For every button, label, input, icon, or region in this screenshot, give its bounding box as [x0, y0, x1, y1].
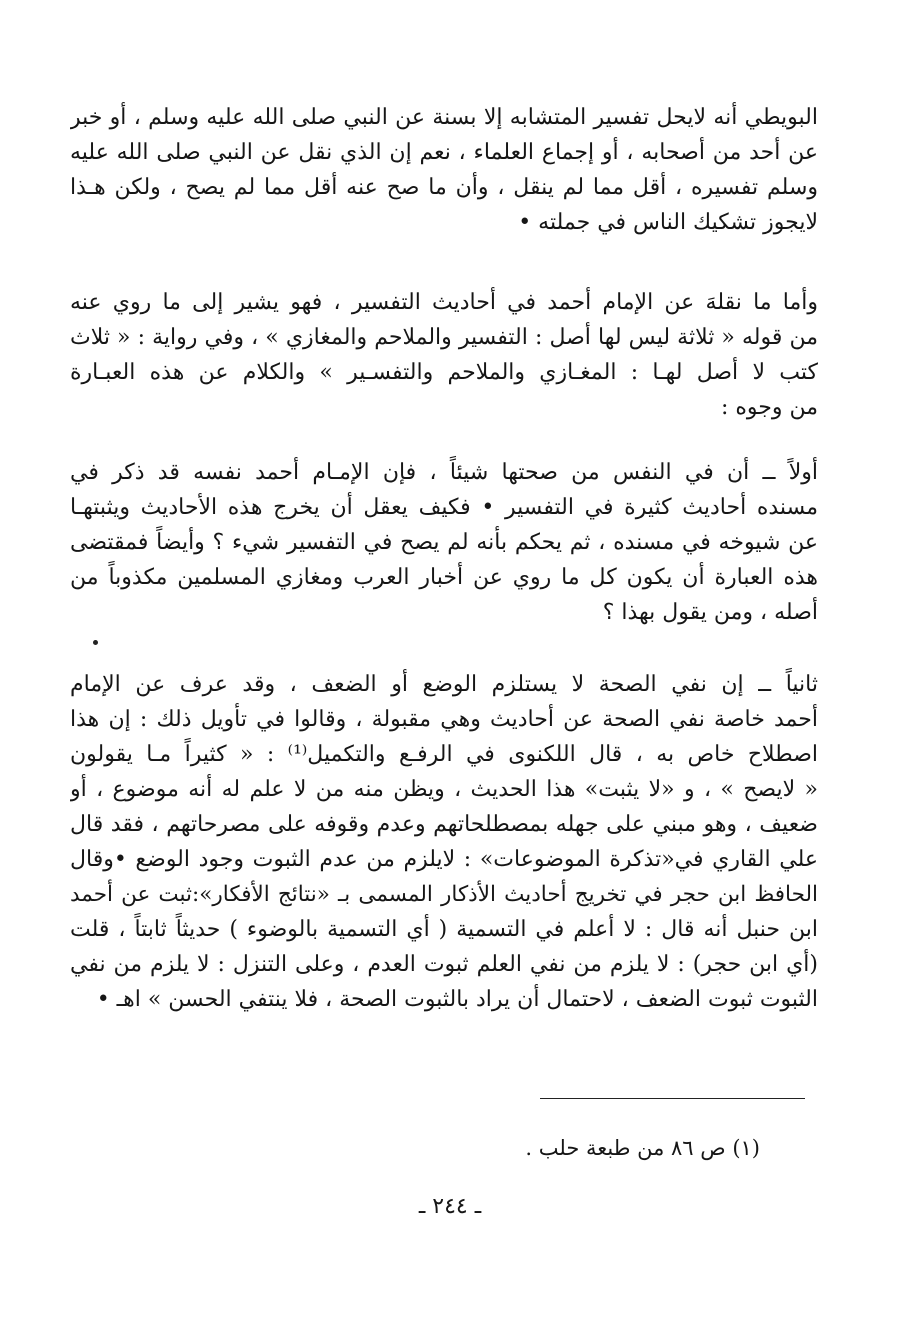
text-line: ابن حنبل أنه قال : لا أعلم في التسمية ( أي التسمية بالوضوء ) حديثاً ثابتاً ، قلت	[70, 917, 818, 942]
text-line: مسنده أحاديث كثيرة في التفسير • فكيف يعقل أن يخرج هذه الأحاديث ويثبتهـا	[70, 495, 818, 520]
text-line: وسلم تفسيره ، أقل مما لم ينقل ، وأن ما صح عنه أقل مما لم يصح ، ولكن هـذا	[70, 175, 818, 200]
text-line: (أي ابن حجر) : لا يلزم من نفي العلم ثبوت العدم ، وعلى التنزل : لا يلزم من نفي	[70, 952, 818, 977]
text-line: وأما ما نقلهَ عن الإمام أحمد في أحاديث التفسير ، فهو يشير إلى ما روي عنه	[70, 290, 818, 315]
paragraph-2	[70, 285, 818, 425]
text-line: اصطلاح خاص به ، قال اللكنوى في الرفـع والتكميل⁽¹⁾ : « كثيراً مـا يقولون	[70, 742, 818, 767]
text-line: أصله ، ومن يقول بهذا ؟	[602, 600, 818, 625]
text-line: الحافظ ابن حجر في تخريج أحاديث الأذكار المسمى بـ «نتائج الأفكار»:ثبت عن أحمد	[70, 882, 818, 907]
paragraph-4	[70, 667, 818, 1017]
text-line: عن أحد من أصحابه ، أو إجماع العلماء ، نعم إن الذي نقل عن النبي صلى الله عليه	[70, 140, 818, 165]
text-line: من وجوه :	[720, 395, 818, 420]
stray-dot	[93, 640, 98, 645]
text-line: لايجوز تشكيك الناس في جملته •	[518, 210, 818, 235]
paragraph-3	[70, 455, 818, 630]
text-line: هذه العبارة أن يكون كل ما روي عن أخبار العرب ومغازي المسلمين مكذوباً من	[70, 565, 818, 590]
text-line: الثبوت ثبوت الضعف ، لاحتمال أن يراد بالثبوت الصحة ، فلا ينتفي الحسن » اهـ •	[96, 987, 818, 1012]
text-line: ثانياً ــ إن نفي الصحة لا يستلزم الوضع أو الضعف ، وقد عرف عن الإمام	[70, 672, 818, 697]
text-line: أولاً ــ أن في النفس من صحتها شيئاً ، فإن الإمـام أحمد نفسه قد ذكر في	[70, 460, 818, 485]
text-line: كتب لا أصل لهـا : المغـازي والملاحم والتفسـير » والكلام عن هذه العبـارة	[70, 360, 818, 385]
text-line: « لايصح » ، و «لا يثبت» هذا الحديث ، ويظن منه من لا علم له أنه موضوع ، أو	[70, 777, 818, 802]
text-line: عن شيوخه في مسنده ، ثم يحكم بأنه لم يصح في التفسير شيء ؟ وأيضاً فمقتضى	[70, 530, 818, 555]
text-line: أحمد خاصة نفي الصحة عن أحاديث وهي مقبولة ، وقالوا في تأويل ذلك : إن هذا	[70, 707, 818, 732]
text-line: ضعيف ، وهو مبني على جهله بمصطلحاتهم وعدم وقوفه على مصرحاتهم ، فقد قال	[70, 812, 818, 837]
footnote: (١) ص ٨٦ من طبعة حلب .	[525, 1136, 760, 1160]
text-line: علي القاري في«تذكرة الموضوعات» : لايلزم من عدم الثبوت وجود الوضع •وقال	[70, 847, 818, 872]
text-line: البويطي أنه لايحل تفسير المتشابه إلا بسنة عن النبي صلى الله عليه وسلم ، أو خبر	[70, 105, 818, 130]
page-number: ـ ٢٤٤ ـ	[418, 1194, 482, 1219]
text-line: من قوله « ثلاثة ليس لها أصل : التفسير والملاحم والمغازي » ، وفي رواية : « ثلاث	[70, 325, 818, 350]
footnote-divider	[540, 1098, 805, 1099]
paragraph-1	[70, 100, 818, 240]
